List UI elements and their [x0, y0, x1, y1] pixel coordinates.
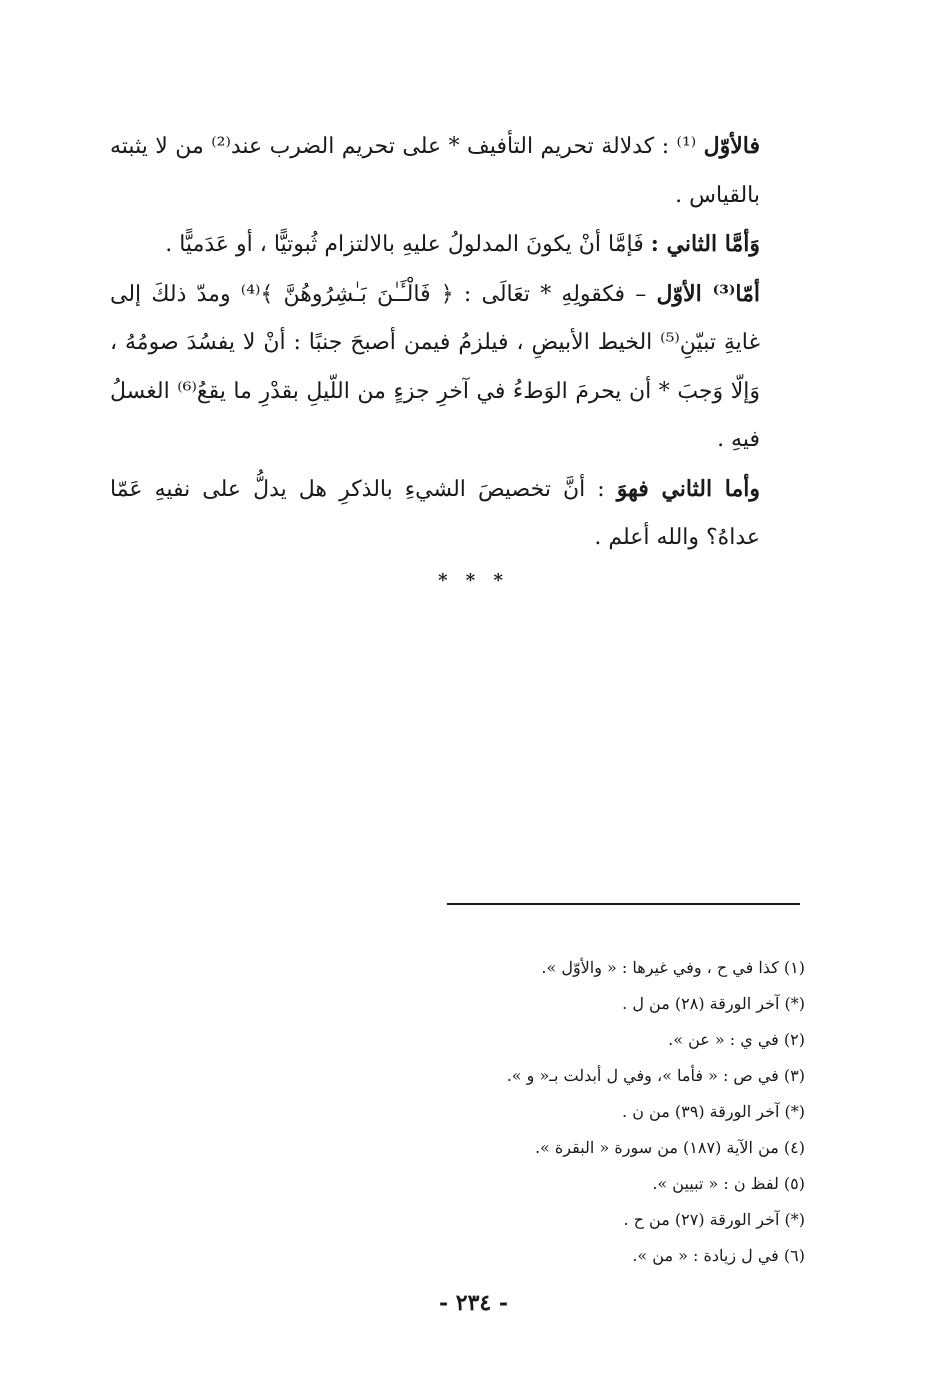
- paragraph-4-text: : أنَّ تخصيصَ الشيءِ بالذكرِ هل يدلُّ على نفيهِ عَمّا عداهُ؟ والله أعلم .: [110, 476, 760, 550]
- paragraph-2: [110, 220, 760, 270]
- footnote: (*) آخر الورقة (٢٨) من ل .: [622, 994, 805, 1013]
- footnote: (١) كذا في ح ، وفي غيرها : « والأوّل ».: [541, 958, 805, 977]
- paragraph-1: [110, 122, 760, 220]
- page-number: - ٢٣٤ -: [438, 1290, 509, 1316]
- paragraph-1-lead: فالأوّل: [703, 133, 760, 159]
- paragraph-3-lead: أمّا⁽³⁾ الأوّل: [656, 280, 760, 307]
- paragraph-3: [110, 270, 760, 465]
- paragraph-1-text: ⁽¹⁾ : كدلالة تحريم التأفيف * على تحريم الضرب عند⁽²⁾ من لا يثبته بالقياس .: [110, 134, 760, 208]
- main-text: [110, 122, 760, 563]
- paragraph-4: [110, 465, 760, 563]
- footnote: (٦) في ل زيادة : « من ».: [632, 1246, 805, 1265]
- footnote-rule: [447, 903, 800, 905]
- footnotes: [420, 950, 805, 1274]
- footnote: (*) آخر الورقة (٣٩) من ن .: [622, 1102, 805, 1121]
- paragraph-3-text: – فكقولِهِ * تعَالَى : ﴿ فَالْـَٔـٰنَ بَـٰشِرُوهُنَّ ﴾⁽⁴⁾ ومدّ ذلكَ إلى غايةِ تبيّنِ⁽⁵⁾ الخيط الأبيضِ ، فيلزمُ فيمن أصبحَ جنبًا : أنْ لا يفسُدَ صومُهُ ، وَإلّا وَجبَ * أن يحرمَ الوَطءُ في آخرِ جزءٍ من اللّيلِ بقدْرِ ما يقعُ⁽⁶⁾ الغسلُ فيهِ .: [110, 281, 760, 452]
- paragraph-2-lead: وَأمَّا الثاني :: [650, 231, 760, 257]
- footnote: (٢) في ي : « عن ».: [668, 1030, 805, 1049]
- footnote: (٥) لفظ ن : « تبيين ».: [652, 1174, 805, 1193]
- paragraph-4-lead: وأما الثاني فهوَ: [616, 475, 760, 502]
- section-separator: * * *: [438, 570, 509, 591]
- footnote: (٤) من الآية (١٨٧) من سورة « البقرة ».: [534, 1138, 805, 1157]
- paragraph-2-text: فَإمَّا أنْ يكونَ المدلولُ عليهِ بالالتزام ثُبوتيًّا ، أو عَدَميًّا .: [165, 232, 651, 257]
- footnote: (٣) في ص : « فأما »، وفي ل أبدلت بـ« و ».: [506, 1066, 805, 1085]
- footnote: (*) آخر الورقة (٢٧) من ح .: [623, 1210, 805, 1229]
